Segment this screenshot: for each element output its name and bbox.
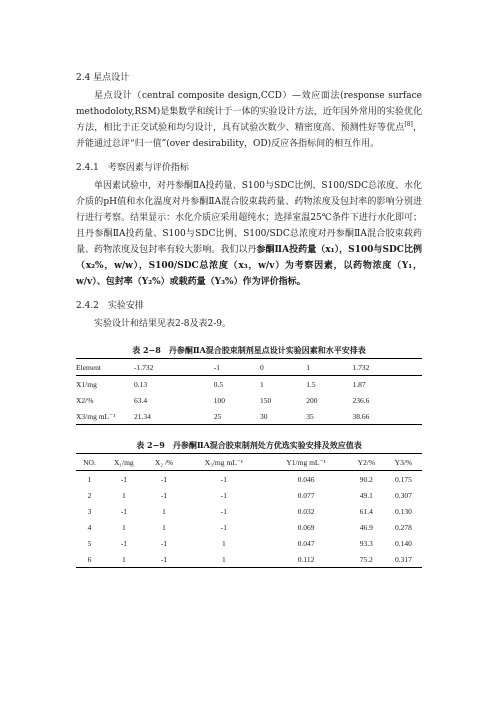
table1-header-cell: -1.732 (134, 359, 214, 376)
table-cell: 0.278 (394, 522, 412, 532)
table-cell: -1 (160, 538, 168, 548)
section-heading-2-4-2: 2.4.2 实验安排 (76, 301, 144, 311)
table1-header-cell: 1.732 (353, 359, 422, 376)
table-cell: 3 (87, 506, 92, 516)
table-cell: -1 (120, 538, 127, 548)
table-row (76, 487, 422, 503)
table-cell: 21.34 (134, 408, 214, 425)
table-cell: 30 (260, 408, 306, 425)
table-cell: 4 (87, 522, 92, 532)
table-cell: 5 (87, 538, 92, 548)
table2-header-cell: NO. (76, 454, 103, 471)
table-cell: 0.112 (264, 551, 347, 568)
table-cell: -1 (120, 474, 127, 484)
table2-caption: 表 2−9 丹参酮ⅡA混合胶束制剂处方优选实验安排及效应值表 (136, 440, 362, 450)
table-cell: 61.4 (359, 506, 373, 516)
table-row (76, 551, 422, 568)
table-cell: -1 (220, 474, 227, 484)
table2-header-cell: Y1/mg mL⁻¹ (264, 454, 347, 471)
table-cell: 1 (162, 522, 166, 532)
table-row (76, 408, 422, 425)
table-cell: 0.13 (134, 379, 148, 389)
table-cell: 200 (306, 395, 318, 405)
table-cell: 0.130 (394, 506, 412, 516)
table-row (76, 503, 422, 519)
table-cell: 0.5 (213, 379, 224, 389)
table-cell: 35 (306, 408, 352, 425)
section-heading-2-4: 2.4 星点设计 (76, 73, 130, 83)
table-cell: 1 (103, 551, 145, 568)
table-cell: -1 (120, 506, 127, 516)
table-cell: -1 (220, 522, 227, 532)
table-cell: 38.66 (353, 408, 422, 425)
table-cell: 0.317 (385, 551, 422, 568)
table2-header-cell: Y3/% (385, 454, 422, 471)
table-cell: 0.175 (394, 474, 412, 484)
table-cell: 0.032 (297, 506, 315, 516)
paragraph-factors-text: 单因素试验中，对丹参酮ⅡA投药量、S100与SDC比例、S100/SDC总浓度、水化介质的pH值和水化温度对丹参酮ⅡA混合胶束载药量、药物浓度及包封率的影响分别进行进行考察。结果显示：水化介质应采用超纯水；选择室温25℃条件下进行水化即可；且丹参酮ⅡA投药量、S100与SDC比例、S100/SDC总浓度对丹参酮ⅡA混合胶束载药量、药物浓度及包封率有较大影响。我们以丹 (76, 181, 422, 255)
table-cell: 0.307 (394, 490, 412, 500)
table-cell: 93.3 (359, 538, 373, 548)
table-cell: -1 (220, 490, 227, 500)
document-content (76, 72, 422, 568)
paragraph-ccd-tail: ，并能通过总评“归一值”(over desirability，OD)反应各指标间的相互作用。 (76, 123, 422, 149)
table-cell: 2 (87, 490, 92, 500)
table-cell: 0.077 (297, 490, 315, 500)
table1-header-cell: 0 (260, 359, 306, 376)
table-cell: X3/mg mL⁻¹ (76, 408, 134, 425)
paragraph-ccd-text: 星点设计（central composite design,CCD）—效应面法(response surface methodoloty,RSM)是集数学和统计于一体的实验设计方法，近年国外常用的实验优化方法，相比于正交试验和均匀设计，具有试验次数少、精密度高、预测性好等优点 (76, 91, 422, 133)
table-row (76, 519, 422, 535)
table-cell: X1/mg (76, 379, 97, 389)
table1-header-row (76, 359, 422, 376)
table-cell: 100 (213, 395, 225, 405)
table-cell: 150 (259, 395, 272, 405)
table1-caption: 表 2−8 丹参酮ⅡA混合胶束制剂星点设计实验因素和水平安排表 (132, 345, 366, 355)
table-row (76, 392, 422, 408)
table-row (76, 471, 422, 488)
table-cell: 90.2 (359, 474, 373, 484)
table-cell: 1 (121, 490, 126, 500)
paragraph-ccd (76, 88, 422, 152)
section-heading-2-4-1: 2.4.1 考察因素与评价指标 (76, 163, 189, 173)
table-cell: -1 (160, 474, 168, 484)
table2-header-cell: Y2/% (348, 454, 385, 471)
table-row (76, 376, 422, 393)
table-cell: 0.047 (297, 538, 315, 548)
table1-header-cell: 1 (306, 359, 352, 376)
table-cell: 1 (259, 379, 264, 389)
table2-header-cell: X₁/mg (103, 454, 145, 471)
table-cell: 0.140 (394, 538, 412, 548)
table-cell: 1 (87, 474, 92, 484)
table-cell: -1 (160, 490, 168, 500)
table-cell: 1 (222, 538, 226, 548)
table-cell: 75.2 (348, 551, 385, 568)
table-design-results (76, 453, 422, 568)
table-cell: 25 (214, 408, 260, 425)
table2-header-row (76, 454, 422, 471)
table1-header-cell: -1 (214, 359, 260, 376)
table-cell: 1.5 (306, 379, 316, 389)
table-cell: 49.1 (359, 490, 373, 500)
table-cell: 0.069 (297, 522, 315, 532)
table-cell: 46.9 (359, 522, 373, 532)
table-cell: -1 (220, 506, 227, 516)
table2-header-cell: X₂ /% (145, 454, 184, 471)
table-cell: X2/% (76, 395, 94, 405)
table-cell: 1.87 (352, 379, 366, 389)
table-cell: 63.4 (134, 395, 148, 405)
table-row (76, 535, 422, 551)
table-cell: 6 (76, 551, 103, 568)
table-cell: 236.6 (352, 395, 370, 405)
paragraph-factors (76, 178, 422, 290)
table-cell: 1 (162, 506, 166, 516)
table2-header-cell: X₃/mg mL⁻¹ (183, 454, 264, 471)
table-cell: 0.046 (297, 474, 315, 484)
table1-header-cell: Element (76, 359, 134, 376)
paragraph-arrangement: 实验设计和结果见表2-8及表2-9。 (94, 319, 231, 329)
paragraph-factors-bold: 参酮ⅡA投药量（x₁），S100与SDC比例（x₂%，w/w），S100/SDC总浓度（x₃，w/v）为考察因素，以药物浓度（Y₁，w/v）、包封率（Y₂%）或载药量（Y₃%）作为评价指标。 (76, 245, 422, 287)
table-factor-levels (76, 358, 422, 425)
citation-ref: [8] (404, 121, 413, 128)
table-cell: 1 (183, 551, 264, 568)
table-cell: -1 (145, 551, 184, 568)
table-cell: 1 (121, 522, 126, 532)
